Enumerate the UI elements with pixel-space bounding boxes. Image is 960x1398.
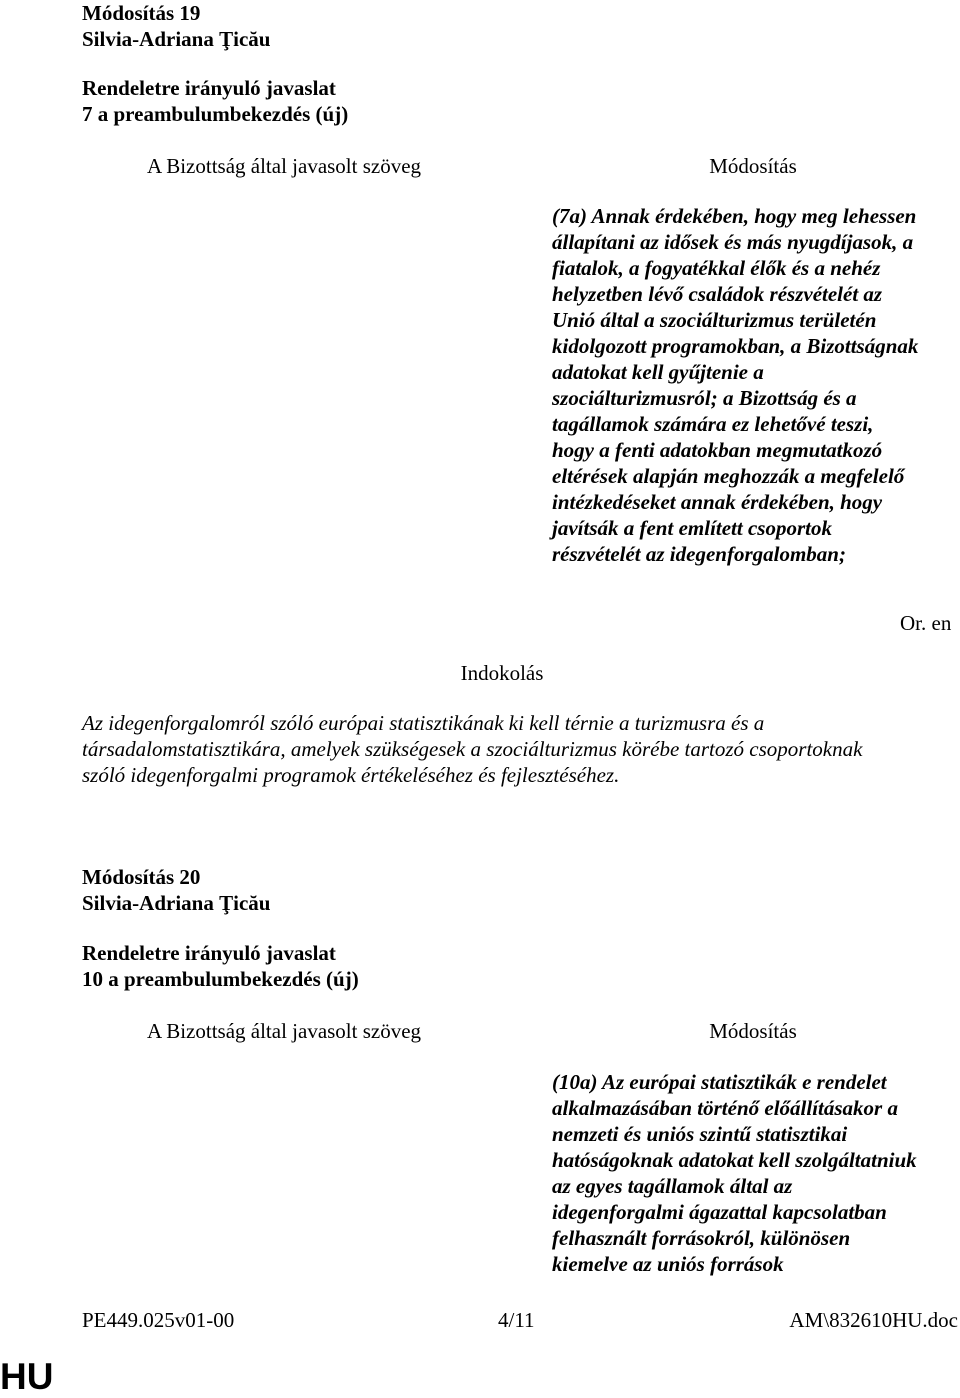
amendment-19-header <box>82 0 270 52</box>
amendment-line: adatokat kell gyűjtenie a <box>552 360 764 384</box>
page-footer <box>82 1307 958 1333</box>
amendment-line: idegenforgalmi ágazattal kapcsolatban <box>552 1200 887 1224</box>
language-code: HU <box>0 1356 54 1397</box>
justification-line: szóló idegenforgalmi programok értékeléséhez és fejlesztéséhez. <box>82 763 620 787</box>
amendment-line: kiemelve az uniós források <box>552 1252 784 1276</box>
column-head-commission-text: A Bizottság által javasolt szöveg <box>146 154 422 178</box>
amendment-line: tagállamok számára ez lehetővé teszi, <box>552 412 874 436</box>
amendment-19-reference <box>82 75 348 127</box>
amendment-author: Silvia-Adriana Ţicău <box>82 891 271 915</box>
amendment-number: Módosítás 20 <box>82 865 201 889</box>
amendment-author: Silvia-Adriana Ţicău <box>82 27 271 51</box>
amendment-20-text <box>552 1069 960 1277</box>
amendment-line: (10a) Az európai statisztikák e rendelet <box>552 1070 887 1094</box>
article-ref: 7 a preambulumbekezdés (új) <box>82 102 349 126</box>
amendment-19-text <box>552 203 960 567</box>
amendment-line: az egyes tagállamok által az <box>552 1174 793 1198</box>
amendment-line: intézkedéseket annak érdekében, hogy <box>552 490 883 514</box>
amendment-line: eltérések alapján meghozzák a megfelelő <box>552 464 905 488</box>
column-head-amendment: Módosítás <box>709 154 797 178</box>
original-language: Or. en <box>900 611 952 635</box>
proposal-type: Rendeletre irányuló javaslat <box>82 76 336 100</box>
article-ref: 10 a preambulumbekezdés (új) <box>82 967 359 991</box>
amendment-line: alkalmazásában történő előállításakor a <box>552 1096 898 1120</box>
amendment-line: hogy a fenti adatokban megmutatkozó <box>552 438 883 462</box>
proposal-type: Rendeletre irányuló javaslat <box>82 941 336 965</box>
amendment-line: szociálturizmusról; a Bizottság és a <box>552 386 857 410</box>
amendment-line: állapítani az idősek és más nyugdíjasok, a <box>552 230 914 254</box>
justification-text <box>82 710 960 788</box>
justification-line: Az idegenforgalomról szóló európai statisztikának ki kell térnie a turizmusra és a <box>82 711 765 735</box>
column-head-amendment: Módosítás <box>709 1019 797 1043</box>
amendment-line: nemzeti és uniós szintű statisztikai <box>552 1122 848 1146</box>
document-reference: PE449.025v01-00 <box>82 1308 235 1332</box>
page-number: 4/11 <box>498 1308 535 1332</box>
amendment-line: Unió által a szociálturizmus területén <box>552 308 877 332</box>
amendment-line: fiatalok, a fogyatékkal élők és a nehéz <box>552 256 881 280</box>
amendment-number: Módosítás 19 <box>82 1 201 25</box>
amendment-line: javítsák a fent említett csoportok <box>552 516 832 540</box>
amendment-line: helyzetben lévő családok részvételét az <box>552 282 883 306</box>
amendment-line: (7a) Annak érdekében, hogy meg lehessen <box>552 204 917 228</box>
justification-heading: Indokolás <box>460 661 544 685</box>
amendment-line: felhasznált forrásokról, különösen <box>552 1226 851 1250</box>
amendment-20-header <box>82 864 270 916</box>
justification-line: társadalomstatisztikára, amelyek szükségesek a szociálturizmus körébe tartozó csoportoknak <box>82 737 863 761</box>
amendment-line: hatóságoknak adatokat kell szolgáltatniuk <box>552 1148 917 1172</box>
amendment-20-reference <box>82 940 359 992</box>
amendment-line: részvételét az idegenforgalomban; <box>552 542 846 566</box>
column-head-commission-text: A Bizottság által javasolt szöveg <box>146 1019 422 1043</box>
file-name: AM\832610HU.doc <box>789 1308 958 1332</box>
amendment-line: kidolgozott programokban, a Bizottságnak <box>552 334 919 358</box>
